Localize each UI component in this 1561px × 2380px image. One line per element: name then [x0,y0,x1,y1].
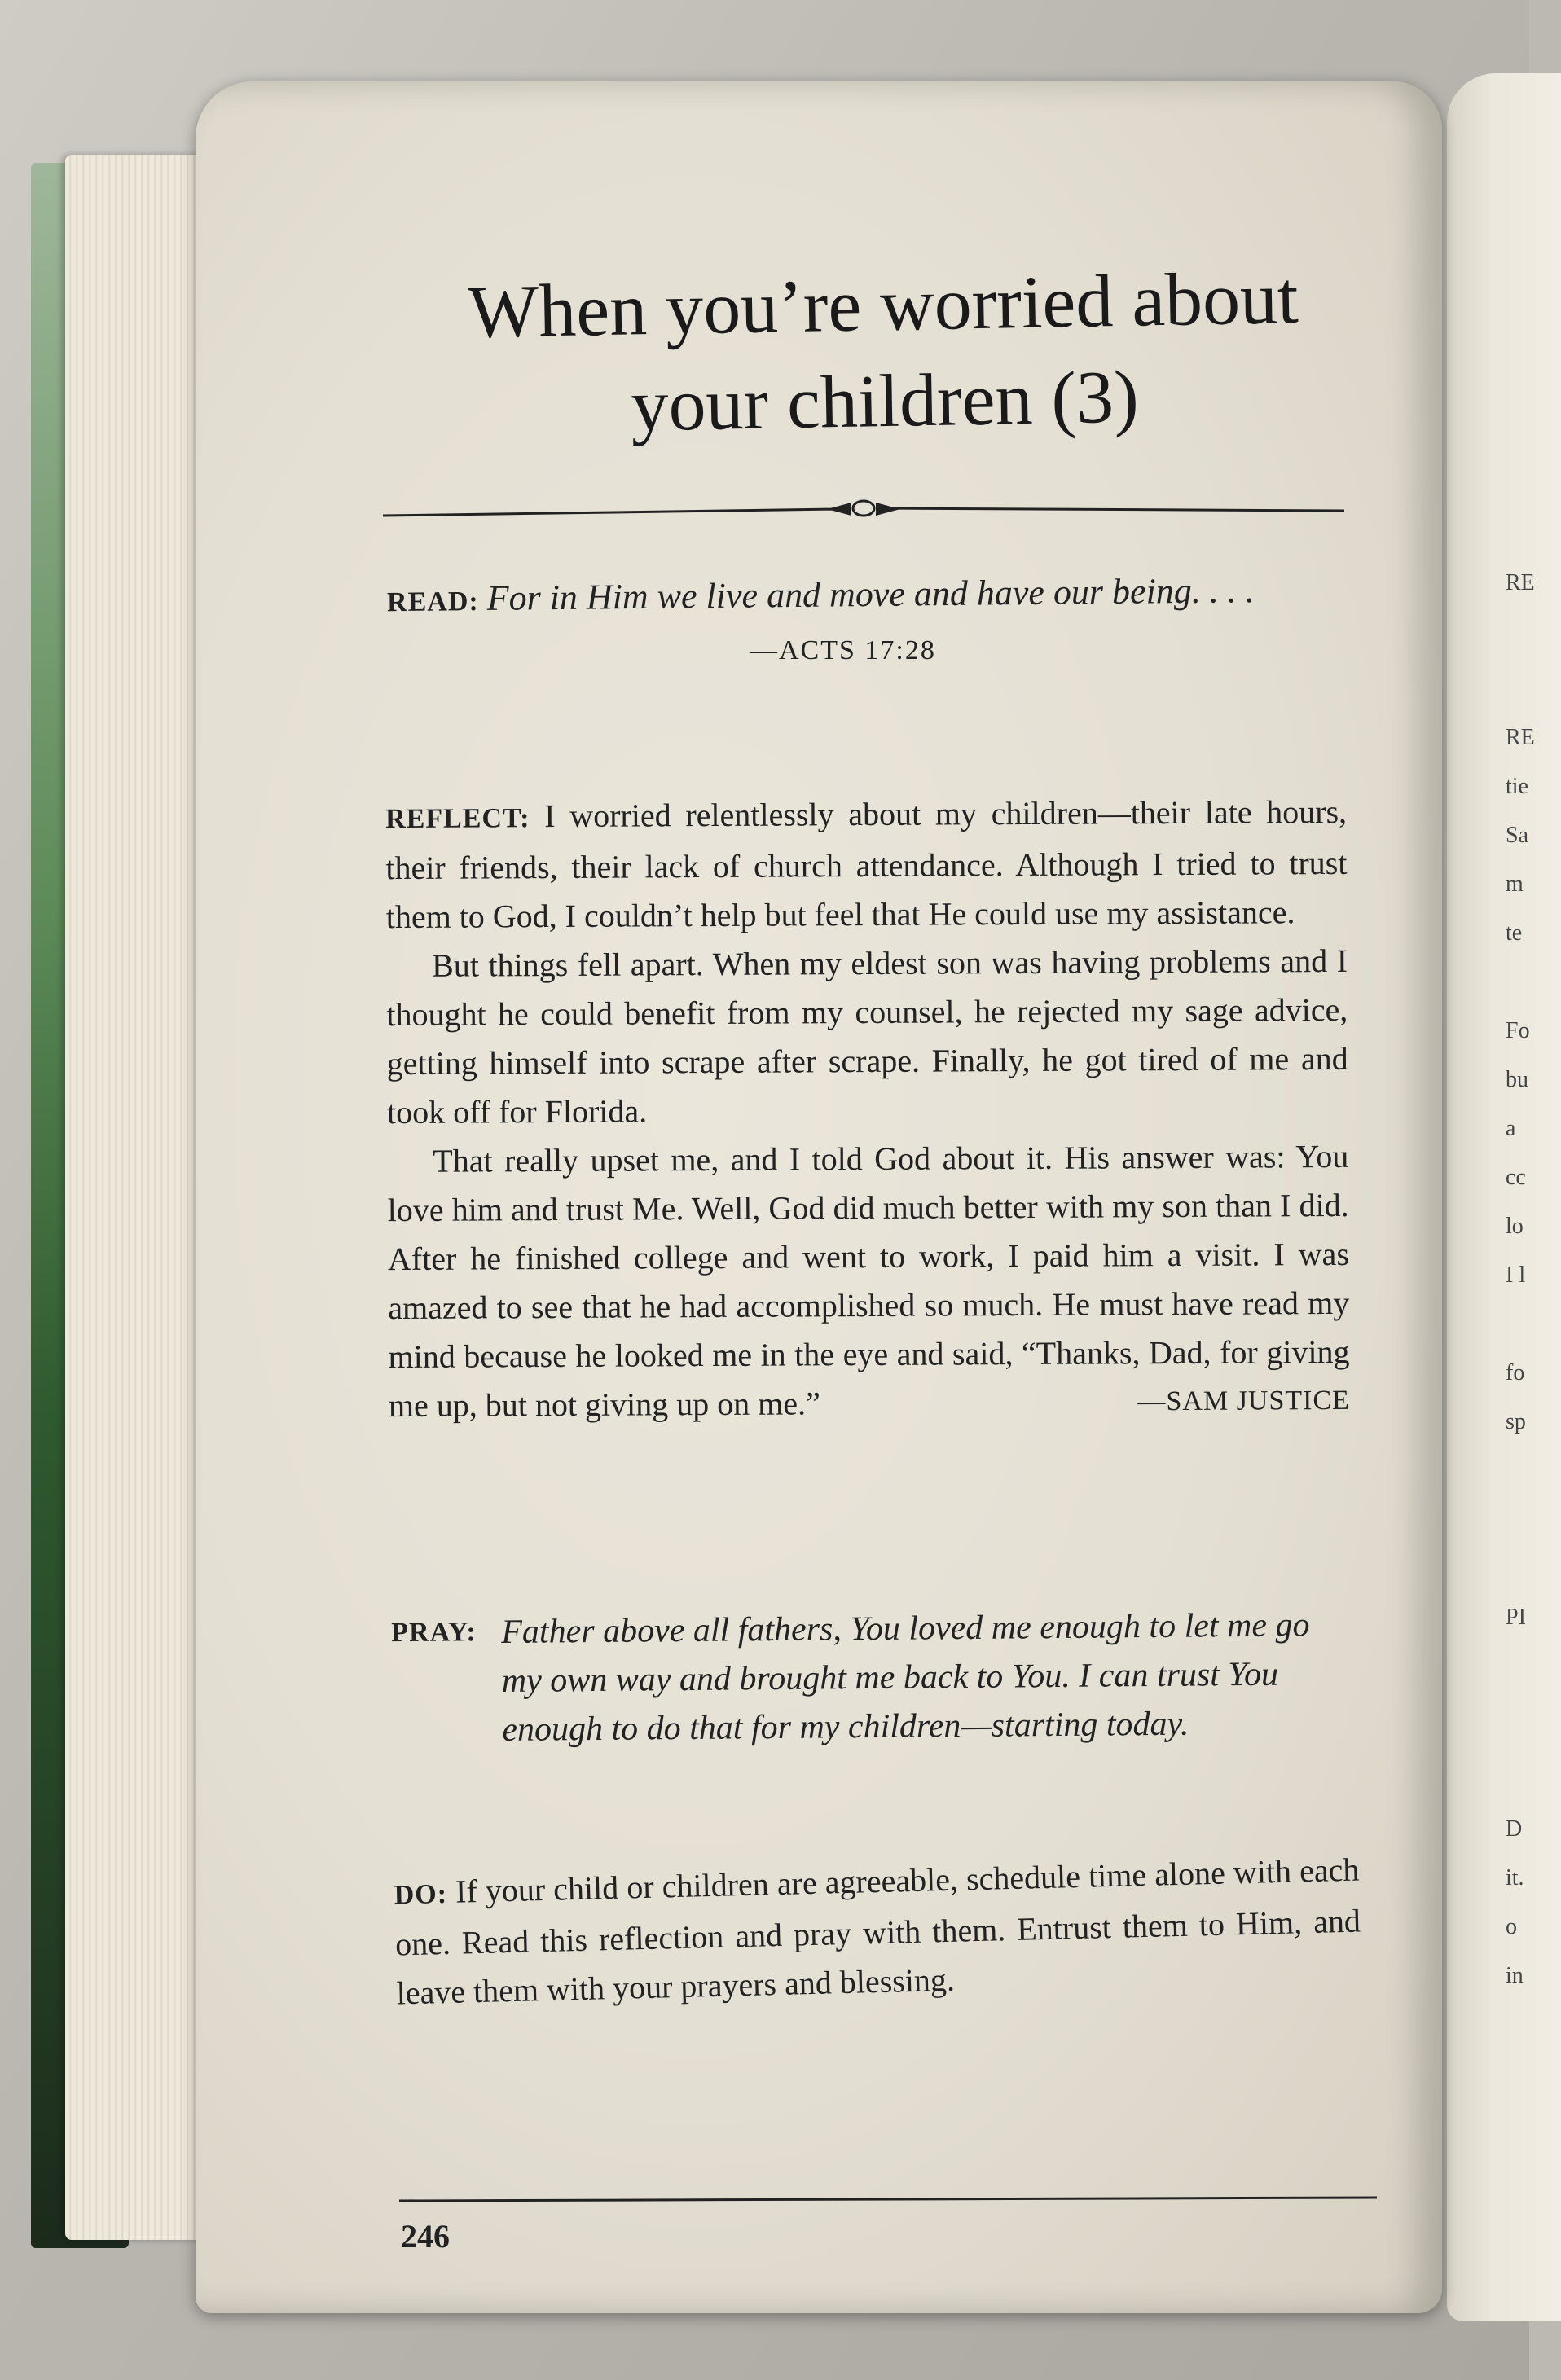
pray-text: Father above all fathers, You loved me enough to let me go my own way and brought me back to You. I can trust You enough to do that for my children—starting today. [501,1606,1310,1749]
bottom-rule [399,2191,1377,2215]
next-page-fragment: RE [1506,725,1535,750]
next-page-fragment: o [1506,1914,1517,1939]
read-section [387,565,1353,627]
do-label: DO: [394,1878,448,1911]
next-page-fragment: PI [1506,1605,1526,1630]
next-page-fragment: lo [1506,1214,1524,1239]
next-page-fragment: te [1506,920,1523,946]
next-page-fragment: in [1506,1963,1524,1988]
read-verse: For in Him we live and move and have our being. . . . [486,570,1255,618]
reflect-author: —SAM JUSTICE [1137,1385,1350,1417]
do-section [394,1846,1362,2018]
next-page-fragment: I l [1506,1262,1526,1288]
next-page-fragment: cc [1506,1165,1526,1190]
next-page-fragment: Sa [1506,823,1528,848]
page-title [414,248,1354,457]
reflect-label: REFLECT: [385,803,530,835]
pray-section [391,1601,1352,1749]
next-page-fragment: bu [1506,1067,1528,1092]
do-text: If your child or children are agreeable, schedule time alone with each one. Read this reflection and pray with them. Entrust them to Him, and leave them with your prayers and blessing. [394,1851,1361,2012]
next-page-fragment: m [1506,872,1524,897]
next-page-fragment: tie [1506,774,1528,799]
read-label: READ: [386,586,479,618]
page-title-line-1: When you’re worried about [467,256,1299,353]
next-page-fragment: RE [1506,570,1535,595]
next-page-edge [1447,73,1561,2321]
reflect-paragraph-1 [385,788,1348,942]
page-title-line-2: your children (3) [630,354,1140,447]
reflect-paragraph-2: But things fell apart. When my eldest son was having problems and I thought he could benefit from my counsel, he rejected my sage advice, getting himself into scrape after scrape. Finally, he got tired of me and took off for Florida. [386,942,1348,1131]
next-page-fragment: Fo [1506,1018,1530,1043]
reflect-section [385,788,1350,1430]
book-page [196,81,1442,2313]
pray-label: PRAY: [391,1617,477,1649]
reflect-paragraph-3 [387,1132,1350,1430]
title-ornament-rule [383,493,1344,525]
next-page-fragment: it. [1506,1865,1524,1890]
next-page-fragment: fo [1506,1360,1525,1385]
page-number: 246 [401,2218,450,2255]
next-page-fragment: a [1506,1116,1516,1141]
next-page-fragment: sp [1506,1409,1526,1434]
next-page-fragment: D [1506,1816,1523,1842]
reflect-text-1: I worried relentlessly about my children—their late hours, their friends, their lack of church attendance. Although I tried to trust them to God, I couldn’t help but feel that He could use my assistance. [385,793,1348,936]
reflect-text-3: That really upset me, and I told God about it. His answer was: You love him and trust Me. Well, God did much better with my son than I did. After he finished college and went to work, I paid him a visit. I was amazed to see that he had accomplished so much. He must have read my mind because he looked me in the eye and said, “Thanks, Dad, for giving me up, but not giving up on me.” [387,1137,1350,1425]
read-citation: —ACTS 17:28 [750,635,936,665]
